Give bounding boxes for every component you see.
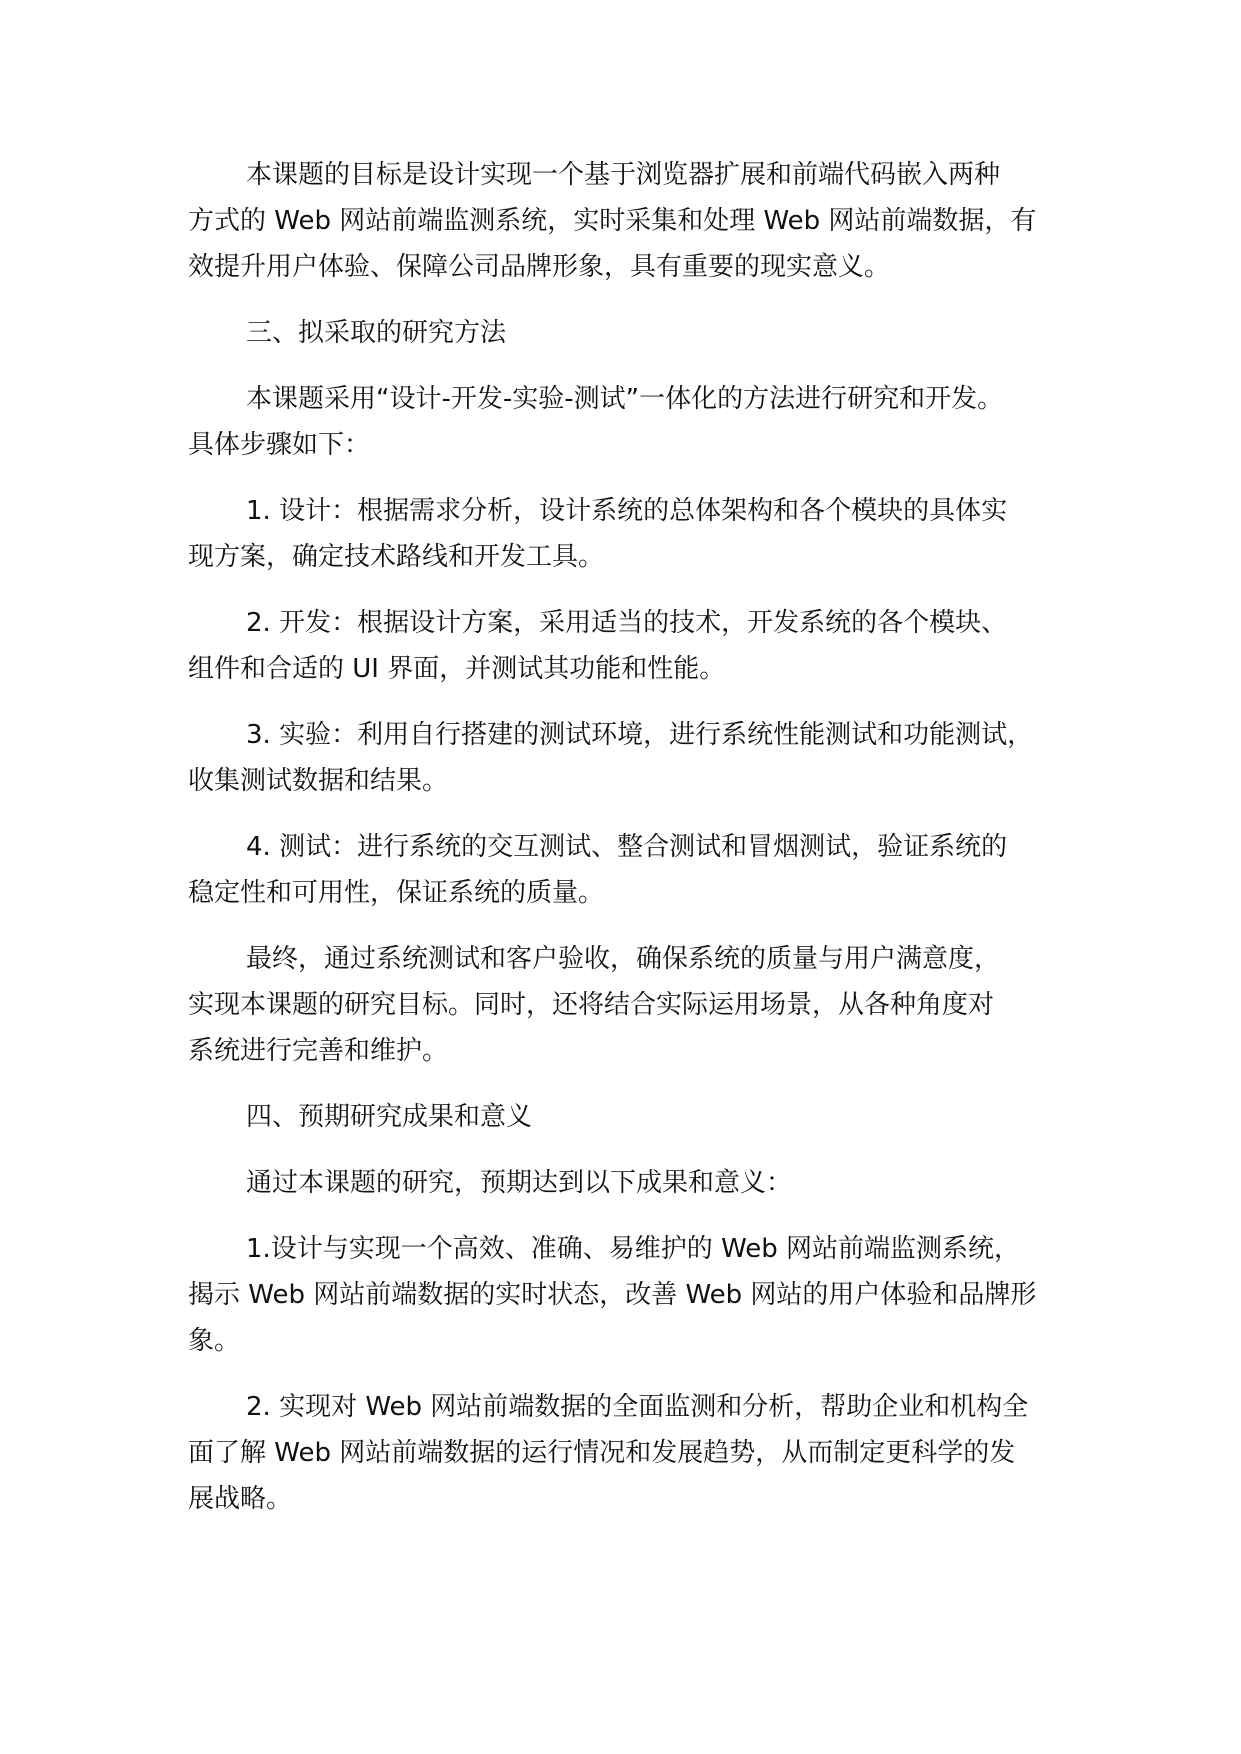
paragraph-line: 收集测试数据和结果。 (188, 766, 449, 796)
paragraph (188, 936, 1093, 1074)
paragraph-line: 2. 实现对 Web 网站前端数据的全面监测和分析，帮助企业和机构全 (246, 1392, 1029, 1422)
paragraph-line: 2. 开发：根据设计方案，采用适当的技术，开发系统的各个模块、 (246, 608, 1008, 638)
paragraph (188, 488, 1093, 580)
paragraph (188, 1384, 1093, 1522)
paragraph-line: 通过本课题的研究，预期达到以下成果和意义： (246, 1168, 793, 1198)
paragraph-line: 实现本课题的研究目标。同时，还将结合实际运用场景，从各种角度对 (188, 990, 995, 1020)
paragraph-line: 揭示 Web 网站前端数据的实时状态，改善 Web 网站的用户体验和品牌形 (188, 1280, 1037, 1310)
paragraph-line: 4. 测试：进行系统的交互测试、整合测试和冒烟测试，验证系统的 (246, 832, 1008, 862)
paragraph-line: 本课题采用“设计-开发-实验-测试”一体化的方法进行研究和开发。 (246, 384, 1004, 414)
paragraph-line: 1.设计与实现一个高效、准确、易维护的 Web 网站前端监测系统， (246, 1234, 1021, 1264)
paragraph (188, 824, 1093, 916)
paragraph (188, 1094, 1093, 1140)
paragraph-line: 三、拟采取的研究方法 (246, 318, 507, 348)
paragraph (188, 152, 1093, 290)
paragraph (188, 1160, 1093, 1206)
paragraph (188, 310, 1093, 356)
paragraph-line: 方式的 Web 网站前端监测系统，实时采集和处理 Web 网站前端数据，有 (188, 206, 1037, 236)
paragraph-line: 现方案，确定技术路线和开发工具。 (188, 542, 605, 572)
paragraph-line: 面了解 Web 网站前端数据的运行情况和发展趋势，从而制定更科学的发 (188, 1438, 1016, 1468)
paragraph-line: 四、预期研究成果和意义 (246, 1102, 533, 1132)
paragraph-line: 1. 设计：根据需求分析，设计系统的总体架构和各个模块的具体实 (246, 496, 1008, 526)
paragraph-line: 稳定性和可用性，保证系统的质量。 (188, 878, 605, 908)
paragraph-line: 具体步骤如下： (188, 430, 371, 460)
paragraph (188, 376, 1093, 468)
paragraph-line: 象。 (188, 1326, 241, 1356)
document-body (188, 152, 1093, 1542)
paragraph-line: 展战略。 (188, 1484, 293, 1514)
paragraph-line: 本课题的目标是设计实现一个基于浏览器扩展和前端代码嵌入两种 (246, 160, 1001, 190)
paragraph-line: 系统进行完善和维护。 (188, 1036, 449, 1066)
paragraph-line: 效提升用户体验、保障公司品牌形象，具有重要的现实意义。 (188, 252, 891, 282)
paragraph-line: 组件和合适的 UI 界面，并测试其功能和性能。 (188, 654, 726, 684)
paragraph (188, 712, 1093, 804)
paragraph-line: 3. 实验：利用自行搭建的测试环境，进行系统性能测试和功能测试， (246, 720, 1034, 750)
paragraph (188, 600, 1093, 692)
paragraph-line: 最终，通过系统测试和客户验收，确保系统的质量与用户满意度， (246, 944, 1001, 974)
paragraph (188, 1226, 1093, 1364)
